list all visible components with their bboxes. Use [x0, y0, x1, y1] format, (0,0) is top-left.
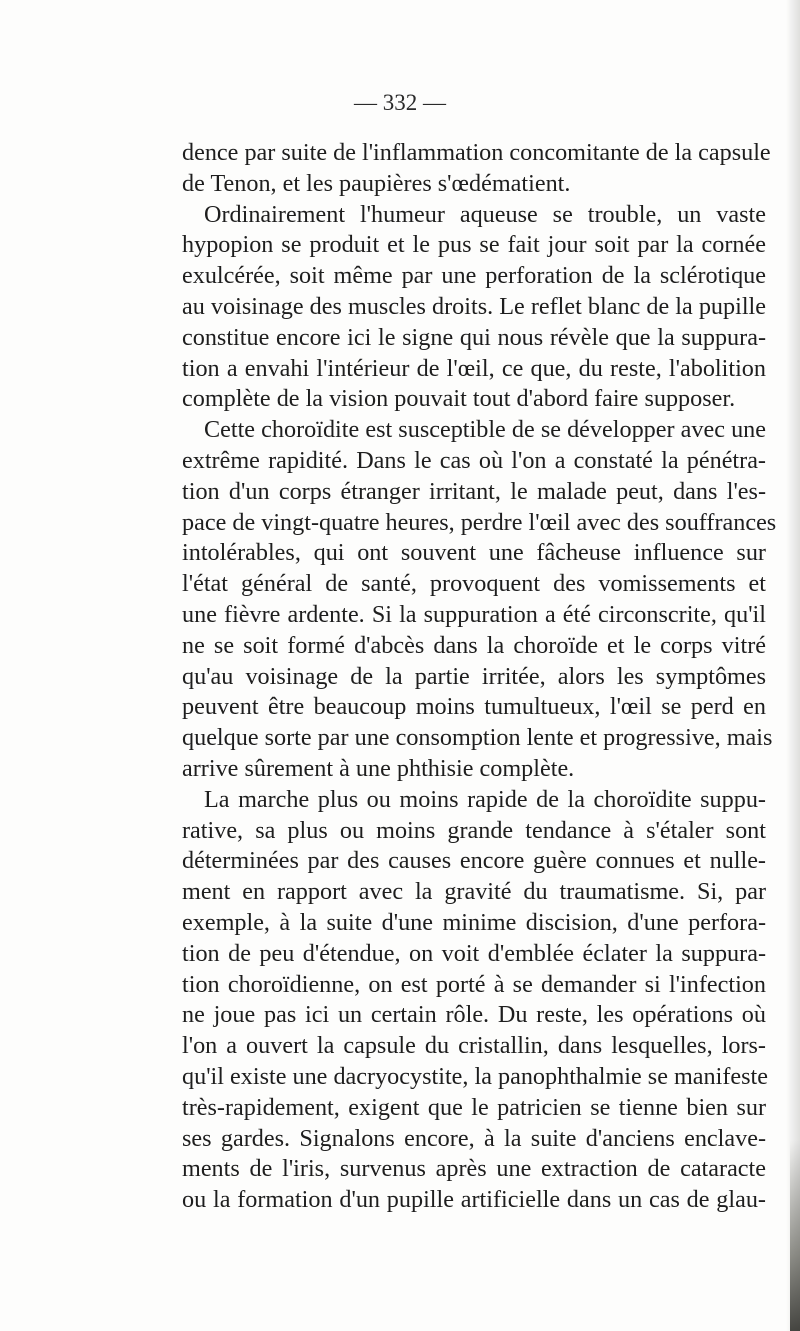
text-line: ne joue pas ici un certain rôle. Du reste, les opérations où	[182, 1001, 766, 1029]
paragraph-start-line: Cette choroïdite est susceptible de se développer avec une	[204, 416, 766, 444]
text-line: arrive sûrement à une phthisie complète.	[182, 754, 575, 782]
page-number: — 332 —	[354, 90, 446, 115]
text-line: l'on a ouvert la capsule du cristallin, dans lesquelles, lors-	[182, 1032, 766, 1060]
text-line: constitue encore ici le signe qui nous révèle que la suppura-	[182, 323, 766, 351]
text-line: de Tenon, et les paupières s'œdématient.	[182, 169, 571, 197]
text-line: rative, sa plus ou moins grande tendance à s'étaler sont	[182, 816, 766, 844]
text-line: qu'au voisinage de la partie irritée, alors les symptômes	[182, 662, 766, 690]
text-line: qu'il existe une dacryocystite, la panophthalmie se manifeste	[182, 1062, 769, 1090]
page-edge-shadow	[786, 0, 800, 1331]
text-line: extrême rapidité. Dans le cas où l'on a constaté la pénétra-	[182, 446, 766, 474]
paragraph-start-line: La marche plus ou moins rapide de la choroïdite suppu-	[204, 785, 766, 813]
text-line: ments de l'iris, survenus après une extraction de cataracte	[182, 1155, 766, 1183]
paragraph-start-line: Ordinairement l'humeur aqueuse se trouble, un vaste	[204, 200, 766, 228]
text-line: tion a envahi l'intérieur de l'œil, ce que, du reste, l'abolition	[182, 354, 766, 382]
text-line: quelque sorte par une consomption lente et progressive, mais	[182, 724, 773, 752]
text-line: une fièvre ardente. Si la suppuration a été circonscrite, qu'il	[182, 600, 766, 628]
text-line: intolérables, qui ont souvent une fâcheuse influence sur	[182, 539, 766, 567]
text-line: ou la formation d'un pupille artificielle dans un cas de glau-	[182, 1186, 766, 1214]
text-line: peuvent être beaucoup moins tumultueux, l'œil se perd en	[182, 693, 766, 721]
text-line: ne se soit formé d'abcès dans la choroïde et le corps vitré	[182, 631, 766, 659]
text-line: hypopion se produit et le pus se fait jour soit par la cornée	[182, 231, 766, 259]
text-line: très-rapidement, exigent que le patricien se tienne bien sur	[182, 1093, 766, 1121]
text-line: tion d'un corps étranger irritant, le malade peut, dans l'es-	[182, 477, 766, 505]
text-line: exemple, à la suite d'une minime discision, d'une perfora-	[182, 908, 766, 936]
text-line: au voisinage des muscles droits. Le reflet blanc de la pupille	[182, 292, 766, 320]
text-line: exulcérée, soit même par une perforation de la sclérotique	[182, 262, 766, 290]
text-line: complète de la vision pouvait tout d'abord faire supposer.	[182, 385, 736, 413]
text-line: tion choroïdienne, on est porté à se demander si l'infection	[182, 970, 766, 998]
text-line: ment en rapport avec la gravité du traumatisme. Si, par	[182, 878, 766, 906]
text-line: pace de vingt-quatre heures, perdre l'œil avec des souffrances	[182, 508, 777, 536]
binding-edge-darkening	[790, 1140, 800, 1331]
text-line: dence par suite de l'inflammation concomitante de la capsule	[182, 139, 771, 166]
body-text	[182, 138, 777, 1216]
text-line: l'état général de santé, provoquent des vomissements et	[182, 570, 766, 598]
text-line: déterminées par des causes encore guère connues et nulle-	[182, 847, 766, 875]
text-line: ses gardes. Signalons encore, à la suite d'anciens enclave-	[182, 1124, 766, 1152]
text-line: tion de peu d'étendue, on voit d'emblée éclater la suppura-	[182, 939, 766, 967]
